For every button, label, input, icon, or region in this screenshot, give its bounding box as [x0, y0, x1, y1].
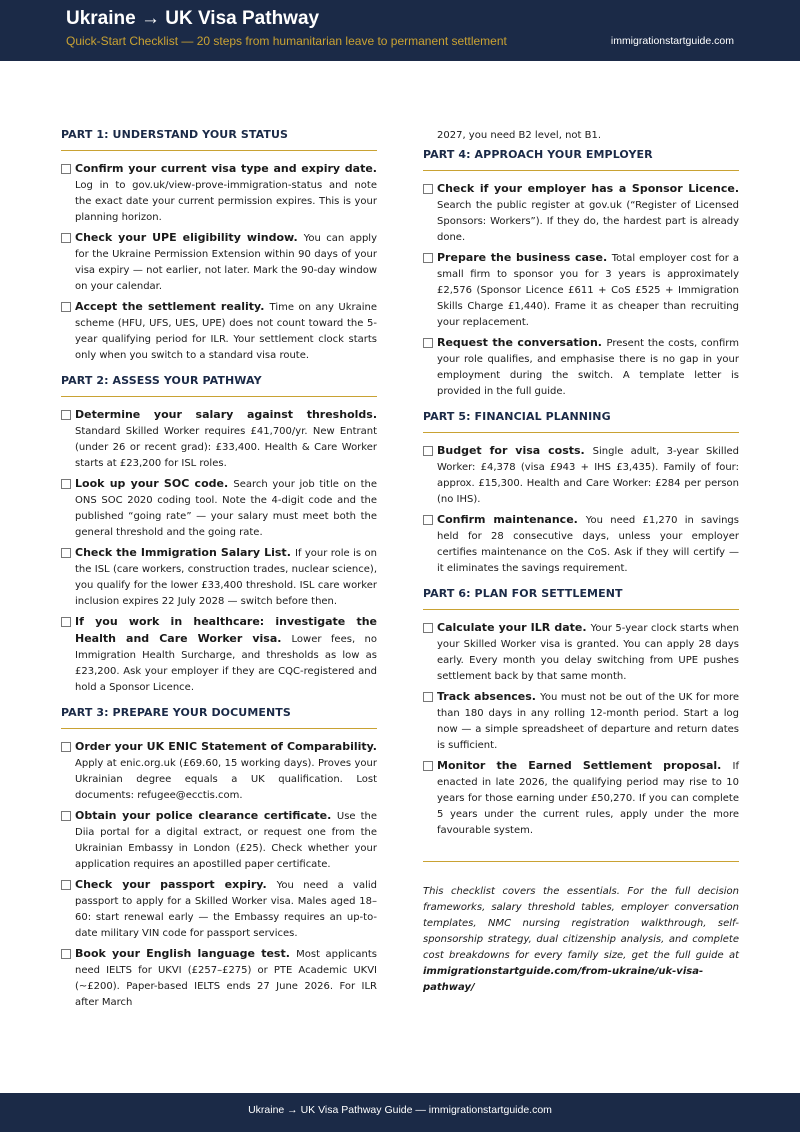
checkbox[interactable] — [423, 623, 433, 633]
item-text: Your 5-year clock starts when your Skilled Worker visa is granted. You can apply 28 days early. Every month you delay switching from UPE pushes settlement back by that same month. — [437, 623, 739, 682]
section-part-3 — [61, 706, 377, 1011]
item-text: Log in to gov.uk/view-prove-immigration-status and note the exact date your current permission expires. This is your planning horizon. — [75, 180, 377, 223]
checklist-item — [61, 739, 377, 804]
checklist-item — [423, 620, 739, 685]
checkbox[interactable] — [61, 410, 71, 420]
checkbox[interactable] — [61, 742, 71, 752]
item-title: Track absences. — [437, 690, 541, 703]
item-title: Monitor the Earned Settlement proposal. — [437, 759, 733, 772]
checklist-item — [61, 545, 377, 610]
page-header — [0, 0, 800, 61]
checklist-item — [423, 443, 739, 508]
checkbox[interactable] — [61, 233, 71, 243]
item-text: You must not be out of the UK for more than 180 days in any rolling 12-month period. Start a log now — a simple spreadsheet of departure and return dates is sufficient. — [437, 692, 739, 751]
checklist-item — [423, 512, 739, 577]
item-text: If your role is on the ISL (care workers, construction trades, nuclear science), you qualify for the lower £33,400 threshold. ISL care worker inclusion expires 22 July 2028 — switch before then. — [75, 548, 377, 607]
page-footer — [0, 1093, 800, 1132]
item-text: Time on any Ukraine scheme (HFU, UFS, UES, UPE) does not count toward the 5-year qualifying period for ILR. Your settlement clock starts only when you switch to a standard visa route. — [75, 302, 377, 361]
footer-text: Ukraine → UK Visa Pathway Guide — immigrationstartguide.com — [248, 1104, 552, 1116]
item-title: Calculate your ILR date. — [437, 621, 591, 634]
section-part-5 — [423, 410, 739, 577]
right-column — [423, 128, 739, 996]
item-text-continuation: 2027, you need B2 level, not B1. — [437, 130, 602, 141]
checklist-item — [423, 250, 739, 331]
item-title: Accept the settlement reality. — [75, 300, 270, 313]
checklist-item — [423, 181, 739, 246]
checkbox[interactable] — [61, 811, 71, 821]
checklist-item — [423, 335, 739, 400]
page-title: Ukraine → UK Visa Pathway — [66, 8, 320, 29]
section-title: PART 5: FINANCIAL PLANNING — [423, 410, 739, 433]
checklist-item — [61, 407, 377, 472]
checkbox[interactable] — [423, 184, 433, 194]
item-title: Confirm maintenance. — [437, 513, 586, 526]
item-text: Lower fees, no Immigration Health Surcharge, and thresholds as low as £23,200. Ask your employer if they are CQC-registered and hold a Sponsor Licence. — [75, 634, 377, 693]
checklist-item — [61, 230, 377, 295]
checklist-item — [61, 877, 377, 942]
item-title: Check if your employer has a Sponsor Licence. — [437, 182, 739, 195]
item-text: Search your job title on the ONS SOC 2020 coding tool. Note the 4-digit code and the published “going rate” — your salary must meet both the general threshold and the going rate. — [75, 479, 377, 538]
section-title: PART 6: PLAN FOR SETTLEMENT — [423, 587, 739, 610]
item-title: Determine your salary against thresholds. — [75, 408, 377, 421]
divider — [423, 861, 739, 862]
checklist-item — [61, 476, 377, 541]
checkbox[interactable] — [61, 164, 71, 174]
checklist-item — [61, 614, 377, 696]
closing-text: This checklist covers the essentials. For the full decision frameworks, salary threshold tables, employer conversation templates, NMC nursing registration walkthrough, self-sponsorship strategy, dual citizenship analysis, and complete cost breakdowns for every family size, get the full guide at — [423, 886, 739, 961]
checklist-item — [61, 161, 377, 226]
item-text: You can apply for the Ukraine Permission Extension within 90 days of your visa expiry — not earlier, not later. Mark the 90-day window on your calendar. — [75, 233, 377, 292]
left-column — [61, 128, 377, 1021]
section-part-6 — [423, 587, 739, 839]
item-title: Check the Immigration Salary List. — [75, 546, 295, 559]
checkbox[interactable] — [61, 548, 71, 558]
item-text: Present the costs, confirm your role qualifies, and emphasise there is no gap in your employment during the switch. A template letter is provided in the full guide. — [437, 338, 739, 397]
item-title: Order your UK ENIC Statement of Comparability. — [75, 740, 377, 753]
item-title: Check your passport expiry. — [75, 878, 277, 891]
item-title: Budget for visa costs. — [437, 444, 593, 457]
header-site-link[interactable]: immigrationstartguide.com — [610, 35, 734, 47]
checkbox[interactable] — [423, 761, 433, 771]
page-subtitle: Quick-Start Checklist — 20 steps from humanitarian leave to permanent settlement — [66, 34, 507, 48]
section-title: PART 4: APPROACH YOUR EMPLOYER — [423, 148, 739, 171]
item-text: Single adult, 3-year Skilled Worker: £4,378 (visa £943 + IHS £3,435). Family of four: approx. £15,300. Health and Care Worker: £284 per person (no IHS). — [437, 446, 739, 505]
section-part-4 — [423, 148, 739, 400]
checkbox[interactable] — [423, 515, 433, 525]
item-text: Apply at enic.org.uk (£69.60, 15 working days). Proves your Ukrainian degree equals a UK qualification. Lost documents: refugee@ecctis.com. — [75, 758, 377, 801]
item-title: Confirm your current visa type and expiry date. — [75, 162, 377, 175]
checkbox[interactable] — [61, 479, 71, 489]
item-text: If enacted in late 2026, the qualifying period may rise to 10 years for those earning under £50,270. If you can complete 5 years under the current rules, apply under the more favourable system. — [437, 761, 739, 836]
item-text: Most applicants need IELTS for UKVI (£257–£275) or PTE Academic UKVI (~£200). Paper-based IELTS ends 27 June 2026. For ILR after March — [75, 949, 378, 1008]
checkbox[interactable] — [61, 949, 71, 959]
checkbox[interactable] — [423, 692, 433, 702]
item-title: Request the conversation. — [437, 336, 607, 349]
checklist-item — [61, 299, 377, 364]
full-guide-link[interactable]: immigrationstartguide.com/from-ukraine/uk-visa-pathway/ — [423, 966, 704, 993]
checkbox[interactable] — [423, 338, 433, 348]
closing-note — [423, 884, 739, 996]
item-text: Standard Skilled Worker requires £41,700/yr. New Entrant (under 26 or recent grad): £33,400. Health & Care Worker starts at £23,200 for ISL roles. — [75, 426, 377, 469]
section-title: PART 1: UNDERSTAND YOUR STATUS — [61, 128, 377, 151]
checkbox[interactable] — [423, 253, 433, 263]
checklist-item — [423, 758, 739, 839]
section-title: PART 2: ASSESS YOUR PATHWAY — [61, 374, 377, 397]
item-title: If you work in healthcare: investigate the Health and Care Worker visa. — [75, 615, 377, 645]
section-part-2 — [61, 374, 377, 696]
item-title: Book your English language test. — [75, 947, 297, 960]
item-title: Obtain your police clearance certificate. — [75, 809, 337, 822]
item-text: Total employer cost for a small firm to sponsor you for 3 years is approximately £2,576 (Sponsor Licence £611 + CoS £525 + Immigration Skills Charge £1,440). Frame it as cheaper than recruiting your replacement. — [437, 253, 739, 328]
checklist-item — [61, 808, 377, 873]
checkbox[interactable] — [61, 617, 71, 627]
item-title: Look up your SOC code. — [75, 477, 234, 490]
checkbox[interactable] — [61, 880, 71, 890]
section-title: PART 3: PREPARE YOUR DOCUMENTS — [61, 706, 377, 729]
item-text: Search the public register at gov.uk (“Register of Licensed Sponsors: Workers”). If they do, the hardest part is already done. — [437, 200, 739, 243]
item-title: Prepare the business case. — [437, 251, 612, 264]
checkbox[interactable] — [423, 446, 433, 456]
checkbox[interactable] — [61, 302, 71, 312]
item-text: You need a valid passport to apply for a Skilled Worker visa. Males aged 18–60: start renewal early — the Embassy requires an up-to-date military VIN code for passport services. — [75, 880, 377, 939]
item-text: You need £1,270 in savings held for 28 consecutive days, unless your employer certifies maintenance on the CoS. Ask if they will certify — it eliminates the savings requirement. — [437, 515, 739, 574]
checklist-item — [61, 946, 377, 1011]
item-title: Check your UPE eligibility window. — [75, 231, 304, 244]
item-text: Use the Diia portal for a digital extract, or request one from the Ukrainian Embassy in London (£25). Check whether your application requires an apostilled paper certificate. — [75, 811, 377, 870]
section-part-1 — [61, 128, 377, 364]
checklist-item — [423, 689, 739, 754]
